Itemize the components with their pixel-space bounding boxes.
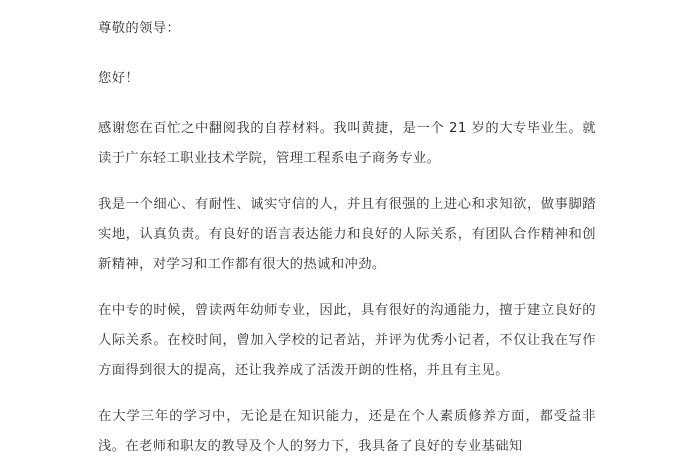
paragraph-intro: 感谢您在百忙之中翻阅我的自荐材料。我叫黄捷，是一个 21 岁的大专毕业生。就读于广东轻工职业技术学院，管理工程系电子商务专业。: [98, 121, 596, 166]
paragraph-college: 在大学三年的学习中，无论是在知识能力，还是在个人素质修养方面，都受益非浅。在老师和职友的教导及个人的努力下，我具备了良好的专业基础知: [98, 409, 596, 454]
paragraph-personality: 我是一个细心、有耐性、诚实守信的人，并且有很强的上进心和求知欲，做事脚踏实地，认真负责。有良好的语言表达能力和良好的人际关系，有团队合作精神和创新精神，对学习和工作都有很大的热诚和冲劲。: [98, 197, 596, 272]
document-body: [98, 14, 596, 462]
paragraph-salutation: 尊敬的领导：: [98, 21, 181, 36]
paragraph-experience: 在中专的时候，曾读两年幼师专业，因此，具有很好的沟通能力，擅于建立良好的人际关系。在校时间，曾加入学校的记者站，并评为优秀小记者，不仅让我在写作方面得到很大的提高，还让我养成了活泼开朗的性格，并且有主见。: [98, 303, 596, 378]
paragraph-greeting: 您好！: [98, 71, 140, 86]
